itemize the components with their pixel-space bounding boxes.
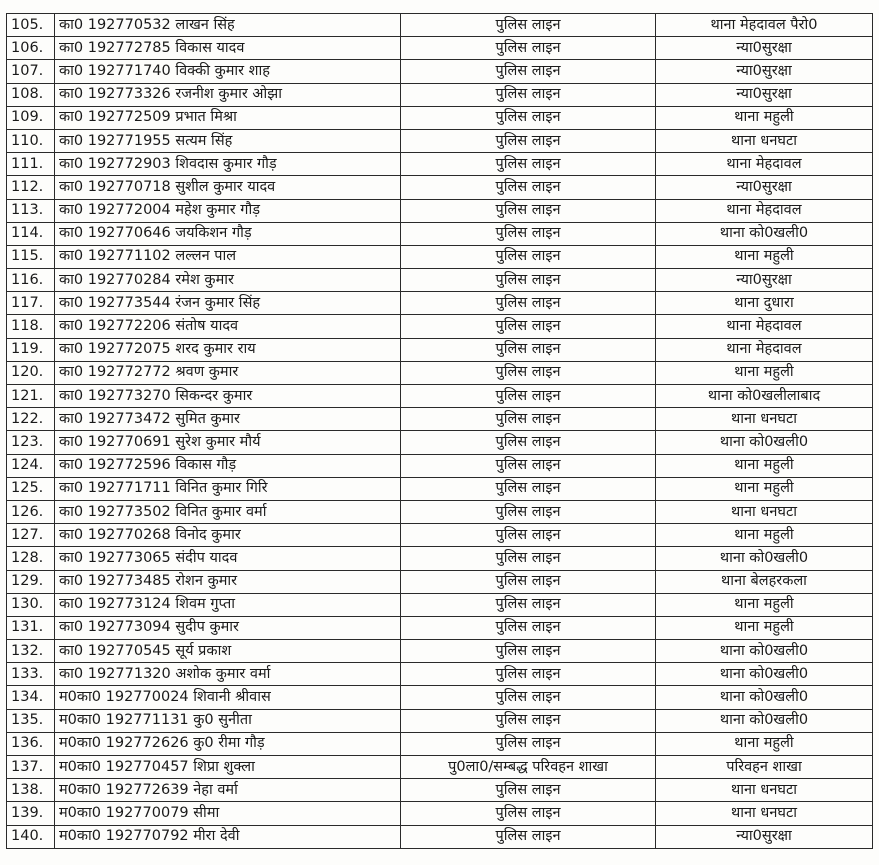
current-posting-cell: पुलिस लाइन	[401, 245, 656, 268]
serial-number-cell: 114.	[7, 222, 55, 245]
serial-number-cell: 131.	[7, 616, 55, 639]
serial-number-cell: 130.	[7, 593, 55, 616]
table-row	[7, 686, 873, 709]
new-posting-cell: थाना को0खली0	[656, 686, 873, 709]
constable-name-cell: का0 192773124 शिवम गुप्ता	[55, 593, 401, 616]
serial-number-cell: 125.	[7, 477, 55, 500]
constable-name-cell: का0 192771711 विनित कुमार गिरि	[55, 477, 401, 500]
current-posting-cell: पुलिस लाइन	[401, 686, 656, 709]
constable-name-cell: का0 192771740 विक्की कुमार शाह	[55, 60, 401, 83]
new-posting-cell: थाना धनघटा	[656, 408, 873, 431]
new-posting-cell: न्या0सुरक्षा	[656, 825, 873, 848]
table-row	[7, 732, 873, 755]
current-posting-cell: पुलिस लाइन	[401, 153, 656, 176]
new-posting-cell: थाना मेहदावल	[656, 153, 873, 176]
constable-name-cell: का0 192773485 रोशन कुमार	[55, 570, 401, 593]
serial-number-cell: 109.	[7, 106, 55, 129]
table-row	[7, 129, 873, 152]
current-posting-cell: पुलिस लाइन	[401, 199, 656, 222]
new-posting-cell: थाना महुली	[656, 524, 873, 547]
serial-number-cell: 121.	[7, 385, 55, 408]
current-posting-cell: पुलिस लाइन	[401, 292, 656, 315]
table-row	[7, 454, 873, 477]
serial-number-cell: 119.	[7, 338, 55, 361]
new-posting-cell: थाना मेहदावल	[656, 338, 873, 361]
table-row	[7, 593, 873, 616]
new-posting-cell: थाना मेहदावल	[656, 315, 873, 338]
table-row	[7, 825, 873, 848]
table-row	[7, 756, 873, 779]
constable-name-cell: का0 192772075 शरद कुमार राय	[55, 338, 401, 361]
serial-number-cell: 106.	[7, 37, 55, 60]
table-row	[7, 14, 873, 37]
new-posting-cell: थाना को0खली0	[656, 709, 873, 732]
constable-name-cell: म0का0 192770457 शिप्रा शुक्ला	[55, 756, 401, 779]
serial-number-cell: 123.	[7, 431, 55, 454]
new-posting-cell: थाना महुली	[656, 732, 873, 755]
current-posting-cell: पुलिस लाइन	[401, 779, 656, 802]
serial-number-cell: 139.	[7, 802, 55, 825]
table-row	[7, 153, 873, 176]
constable-name-cell: म0का0 192770024 शिवानी श्रीवास	[55, 686, 401, 709]
table-row	[7, 361, 873, 384]
new-posting-cell: थाना बेलहरकला	[656, 570, 873, 593]
new-posting-cell: थाना धनघटा	[656, 129, 873, 152]
new-posting-cell: थाना धनघटा	[656, 802, 873, 825]
current-posting-cell: पुलिस लाइन	[401, 524, 656, 547]
serial-number-cell: 115.	[7, 245, 55, 268]
serial-number-cell: 137.	[7, 756, 55, 779]
current-posting-cell: पुलिस लाइन	[401, 616, 656, 639]
constable-name-cell: का0 192770268 विनोद कुमार	[55, 524, 401, 547]
constable-name-cell: का0 192773544 रंजन कुमार सिंह	[55, 292, 401, 315]
serial-number-cell: 128.	[7, 547, 55, 570]
table-row	[7, 199, 873, 222]
new-posting-cell: थाना महुली	[656, 616, 873, 639]
table-row	[7, 663, 873, 686]
current-posting-cell: पुलिस लाइन	[401, 338, 656, 361]
constable-name-cell: का0 192773094 सुदीप कुमार	[55, 616, 401, 639]
table-row	[7, 222, 873, 245]
serial-number-cell: 132.	[7, 640, 55, 663]
serial-number-cell: 133.	[7, 663, 55, 686]
constable-name-cell: का0 192773065 संदीप यादव	[55, 547, 401, 570]
table-body	[7, 14, 873, 849]
serial-number-cell: 134.	[7, 686, 55, 709]
current-posting-cell: पुलिस लाइन	[401, 269, 656, 292]
table-row	[7, 477, 873, 500]
constable-name-cell: का0 192772206 संतोष यादव	[55, 315, 401, 338]
constable-name-cell: का0 192772772 श्रवण कुमार	[55, 361, 401, 384]
serial-number-cell: 126.	[7, 500, 55, 523]
constable-name-cell: का0 192772596 विकास गौड़	[55, 454, 401, 477]
current-posting-cell: पुलिस लाइन	[401, 709, 656, 732]
new-posting-cell: परिवहन शाखा	[656, 756, 873, 779]
table-row	[7, 315, 873, 338]
current-posting-cell: पुलिस लाइन	[401, 315, 656, 338]
table-row	[7, 709, 873, 732]
serial-number-cell: 138.	[7, 779, 55, 802]
constable-name-cell: का0 192773326 रजनीश कुमार ओझा	[55, 83, 401, 106]
serial-number-cell: 120.	[7, 361, 55, 384]
table-row	[7, 245, 873, 268]
constable-name-cell: का0 192773472 सुमित कुमार	[55, 408, 401, 431]
table-row	[7, 385, 873, 408]
serial-number-cell: 140.	[7, 825, 55, 848]
new-posting-cell: न्या0सुरक्षा	[656, 83, 873, 106]
current-posting-cell: पु0ला0/सम्बद्ध परिवहन शाखा	[401, 756, 656, 779]
constable-name-cell: का0 192772903 शिवदास कुमार गौड़	[55, 153, 401, 176]
current-posting-cell: पुलिस लाइन	[401, 129, 656, 152]
table-row	[7, 431, 873, 454]
table-row	[7, 292, 873, 315]
current-posting-cell: पुलिस लाइन	[401, 222, 656, 245]
table-row	[7, 547, 873, 570]
table-row	[7, 176, 873, 199]
new-posting-cell: न्या0सुरक्षा	[656, 269, 873, 292]
current-posting-cell: पुलिस लाइन	[401, 176, 656, 199]
table-row	[7, 338, 873, 361]
serial-number-cell: 124.	[7, 454, 55, 477]
new-posting-cell: थाना धनघटा	[656, 500, 873, 523]
current-posting-cell: पुलिस लाइन	[401, 802, 656, 825]
new-posting-cell: थाना को0खली0	[656, 547, 873, 570]
constable-name-cell: म0का0 192770079 सीमा	[55, 802, 401, 825]
new-posting-cell: थाना महुली	[656, 106, 873, 129]
current-posting-cell: पुलिस लाइन	[401, 477, 656, 500]
serial-number-cell: 113.	[7, 199, 55, 222]
current-posting-cell: पुलिस लाइन	[401, 361, 656, 384]
constable-name-cell: म0का0 192772626 कु0 रीमा गौड़	[55, 732, 401, 755]
constable-name-cell: का0 192771102 लल्लन पाल	[55, 245, 401, 268]
new-posting-cell: थाना महुली	[656, 593, 873, 616]
new-posting-cell: थाना को0खली0	[656, 431, 873, 454]
current-posting-cell: पुलिस लाइन	[401, 547, 656, 570]
current-posting-cell: पुलिस लाइन	[401, 593, 656, 616]
serial-number-cell: 110.	[7, 129, 55, 152]
new-posting-cell: न्या0सुरक्षा	[656, 37, 873, 60]
serial-number-cell: 117.	[7, 292, 55, 315]
table-row	[7, 570, 873, 593]
table-row	[7, 106, 873, 129]
constable-name-cell: म0का0 192772639 नेहा वर्मा	[55, 779, 401, 802]
new-posting-cell: थाना को0खली0	[656, 222, 873, 245]
constable-name-cell: म0का0 192771131 कु0 सुनीता	[55, 709, 401, 732]
table-row	[7, 524, 873, 547]
constable-name-cell: का0 192773502 विनित कुमार वर्मा	[55, 500, 401, 523]
table-row	[7, 640, 873, 663]
table-row	[7, 779, 873, 802]
constable-name-cell: का0 192770691 सुरेश कुमार मौर्य	[55, 431, 401, 454]
table-row	[7, 269, 873, 292]
table-row	[7, 500, 873, 523]
current-posting-cell: पुलिस लाइन	[401, 570, 656, 593]
serial-number-cell: 127.	[7, 524, 55, 547]
new-posting-cell: न्या0सुरक्षा	[656, 176, 873, 199]
current-posting-cell: पुलिस लाइन	[401, 37, 656, 60]
current-posting-cell: पुलिस लाइन	[401, 385, 656, 408]
new-posting-cell: थाना मेहदावल	[656, 199, 873, 222]
serial-number-cell: 122.	[7, 408, 55, 431]
new-posting-cell: थाना महुली	[656, 361, 873, 384]
serial-number-cell: 118.	[7, 315, 55, 338]
current-posting-cell: पुलिस लाइन	[401, 825, 656, 848]
new-posting-cell: थाना महुली	[656, 477, 873, 500]
serial-number-cell: 107.	[7, 60, 55, 83]
new-posting-cell: थाना मेहदावल पैरो0	[656, 14, 873, 37]
table-row	[7, 37, 873, 60]
serial-number-cell: 135.	[7, 709, 55, 732]
serial-number-cell: 116.	[7, 269, 55, 292]
serial-number-cell: 112.	[7, 176, 55, 199]
current-posting-cell: पुलिस लाइन	[401, 663, 656, 686]
new-posting-cell: थाना को0खली0	[656, 663, 873, 686]
new-posting-cell: थाना धनघटा	[656, 779, 873, 802]
current-posting-cell: पुलिस लाइन	[401, 431, 656, 454]
current-posting-cell: पुलिस लाइन	[401, 60, 656, 83]
current-posting-cell: पुलिस लाइन	[401, 106, 656, 129]
new-posting-cell: थाना दुधारा	[656, 292, 873, 315]
new-posting-cell: थाना को0खलीलाबाद	[656, 385, 873, 408]
constable-name-cell: का0 192770284 रमेश कुमार	[55, 269, 401, 292]
constable-name-cell: का0 192770532 लाखन सिंह	[55, 14, 401, 37]
constable-name-cell: का0 192773270 सिकन्दर कुमार	[55, 385, 401, 408]
current-posting-cell: पुलिस लाइन	[401, 640, 656, 663]
table-row	[7, 408, 873, 431]
serial-number-cell: 111.	[7, 153, 55, 176]
table-row	[7, 83, 873, 106]
constable-name-cell: का0 192770718 सुशील कुमार यादव	[55, 176, 401, 199]
table-row	[7, 802, 873, 825]
current-posting-cell: पुलिस लाइन	[401, 454, 656, 477]
new-posting-cell: थाना महुली	[656, 454, 873, 477]
constable-name-cell: म0का0 192770792 मीरा देवी	[55, 825, 401, 848]
constable-name-cell: का0 192772004 महेश कुमार गौड़	[55, 199, 401, 222]
current-posting-cell: पुलिस लाइन	[401, 732, 656, 755]
constable-name-cell: का0 192771320 अशोक कुमार वर्मा	[55, 663, 401, 686]
serial-number-cell: 105.	[7, 14, 55, 37]
new-posting-cell: थाना महुली	[656, 245, 873, 268]
serial-number-cell: 136.	[7, 732, 55, 755]
serial-number-cell: 108.	[7, 83, 55, 106]
new-posting-cell: न्या0सुरक्षा	[656, 60, 873, 83]
constable-name-cell: का0 192770545 सूर्य प्रकाश	[55, 640, 401, 663]
current-posting-cell: पुलिस लाइन	[401, 408, 656, 431]
table-row	[7, 60, 873, 83]
current-posting-cell: पुलिस लाइन	[401, 83, 656, 106]
constable-name-cell: का0 192772785 विकास यादव	[55, 37, 401, 60]
constable-name-cell: का0 192772509 प्रभात मिश्रा	[55, 106, 401, 129]
current-posting-cell: पुलिस लाइन	[401, 14, 656, 37]
current-posting-cell: पुलिस लाइन	[401, 500, 656, 523]
constable-name-cell: का0 192770646 जयकिशन गौड़	[55, 222, 401, 245]
table-row	[7, 616, 873, 639]
transfer-list-table	[6, 13, 873, 849]
new-posting-cell: थाना को0खली0	[656, 640, 873, 663]
serial-number-cell: 129.	[7, 570, 55, 593]
constable-name-cell: का0 192771955 सत्यम सिंह	[55, 129, 401, 152]
